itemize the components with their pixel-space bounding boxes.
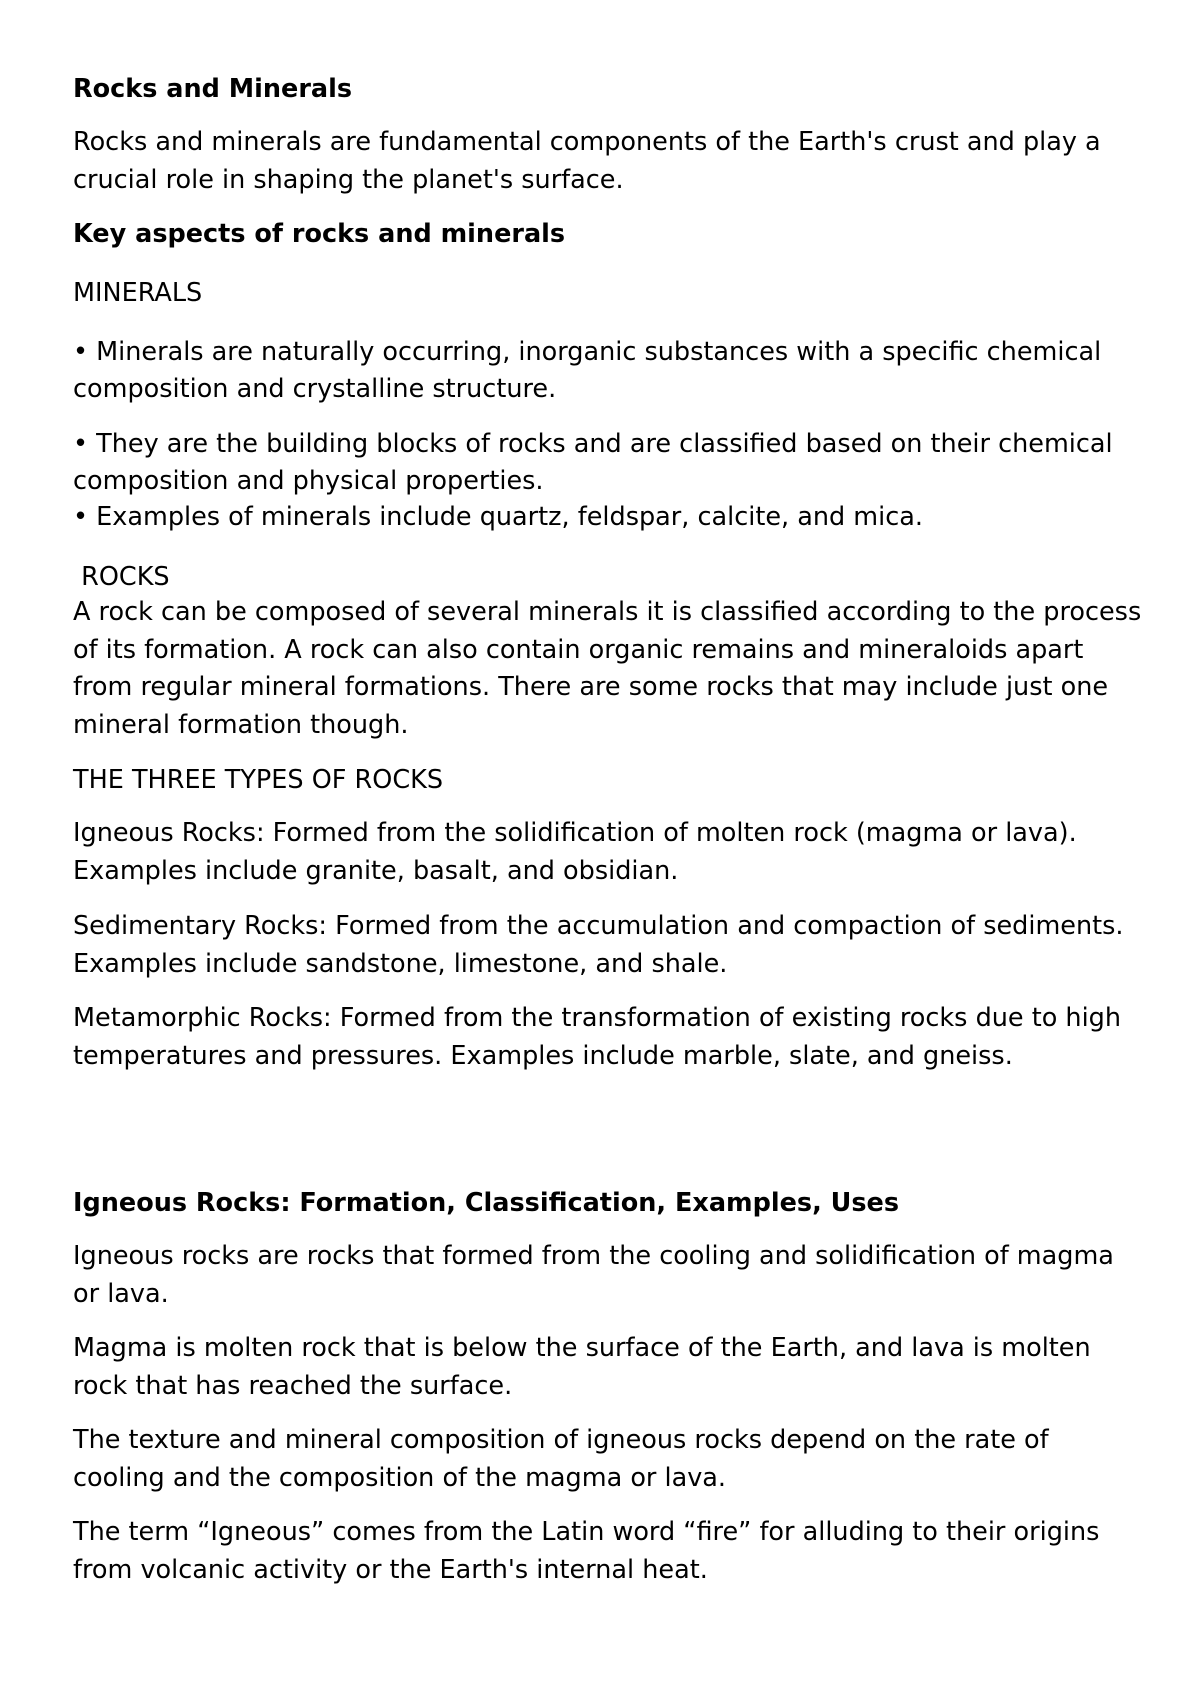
minerals-heading: MINERALS — [73, 278, 203, 308]
igneous-paragraph-1: Igneous rocks are rocks that formed from the cooling and solidification of magma or lava. — [73, 1241, 1114, 1309]
igneous-paragraph-4: The term “Igneous” comes from the Latin word “fire” for alluding to their origins from volcanic activity or the Earth's internal heat. — [73, 1517, 1100, 1585]
igneous-paragraph-2: Magma is molten rock that is below the surface of the Earth, and lava is molten rock that has reached the surface. — [73, 1333, 1091, 1401]
rocks-paragraph: A rock can be composed of several minerals it is classified according to the process of its formation. A rock can also contain organic remains and mineraloids apart from regular mineral formations. There are some rocks that may include just one mineral formation though. — [73, 597, 1142, 740]
key-aspects-heading: Key aspects of rocks and minerals — [73, 219, 566, 249]
igneous-summary: Igneous Rocks: Formed from the solidification of molten rock (magma or lava). Examples include granite, basalt, and obsidian. — [73, 818, 1077, 886]
metamorphic-summary: Metamorphic Rocks: Formed from the transformation of existing rocks due to high temperatures and pressures. Examples include marble, slate, and gneiss. — [73, 1003, 1122, 1071]
three-types-heading: THE THREE TYPES OF ROCKS — [73, 765, 444, 795]
intro-paragraph: Rocks and minerals are fundamental components of the Earth's crust and play a crucial role in shaping the planet's surface. — [73, 127, 1101, 195]
minerals-bullet-3: • Examples of minerals include quartz, feldspar, calcite, and mica. — [73, 502, 923, 532]
igneous-section-heading: Igneous Rocks: Formation, Classification, Examples, Uses — [73, 1188, 900, 1218]
rocks-heading: ROCKS — [73, 562, 170, 592]
minerals-bullet-2: • They are the building blocks of rocks and are classified based on their chemical composition and physical properties. — [73, 429, 1113, 496]
sedimentary-summary: Sedimentary Rocks: Formed from the accumulation and compaction of sediments. Examples include sandstone, limestone, and shale. — [73, 911, 1124, 979]
igneous-paragraph-3: The texture and mineral composition of igneous rocks depend on the rate of cooling and the composition of the magma or lava. — [73, 1425, 1049, 1493]
minerals-bullet-1: • Minerals are naturally occurring, inorganic substances with a specific chemical composition and crystalline structure. — [73, 337, 1102, 404]
document-title: Rocks and Minerals — [73, 74, 353, 104]
